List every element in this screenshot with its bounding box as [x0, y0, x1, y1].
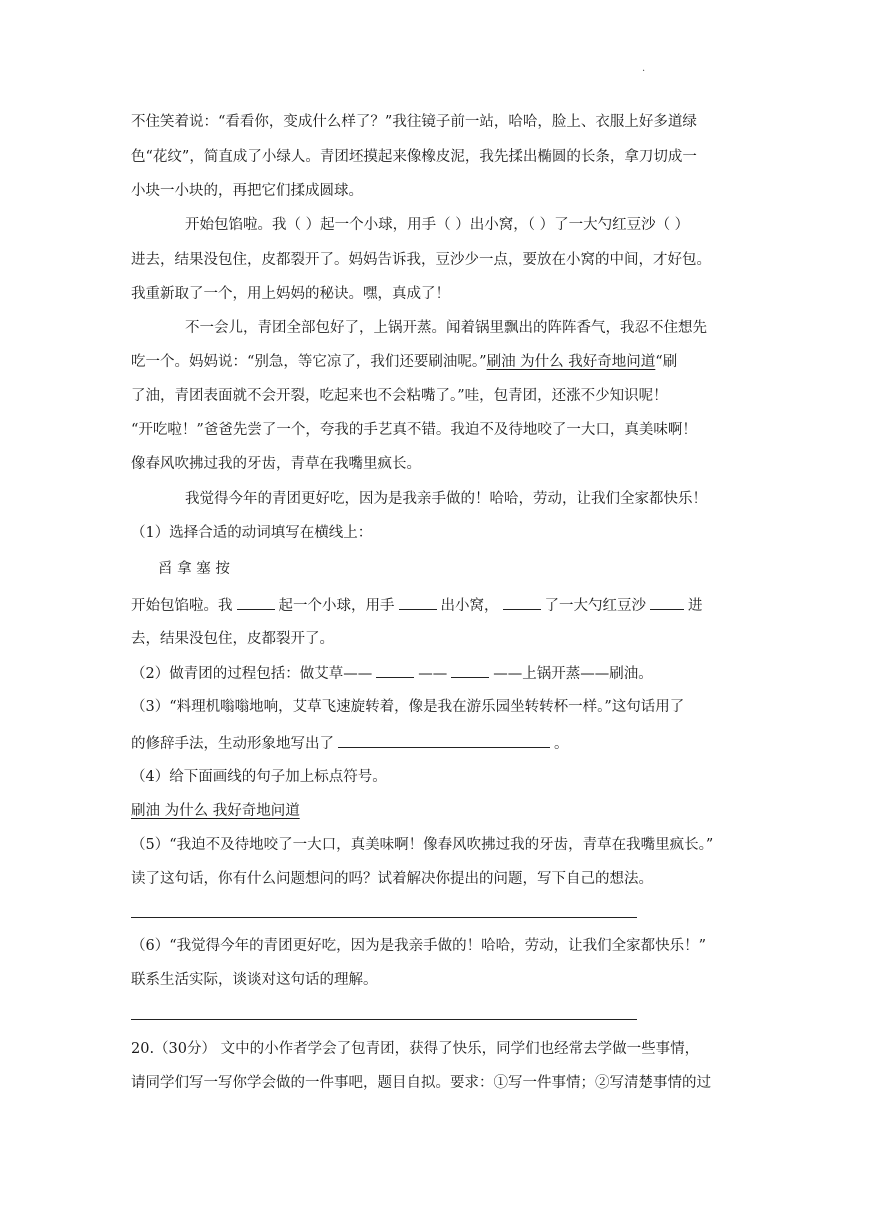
question-6-line-1: （6）“我觉得今年的青团更好吃，因为是我亲手做的！哈哈，劳动，让我们全家都快乐！” [131, 938, 707, 954]
question-6-line-2: 联系生活实际，谈谈对这句话的理解。 [131, 972, 378, 988]
q2-text: ——上锅开蒸——刷油。 [493, 666, 653, 682]
passage-line: 不一会儿，青团全部包好了，上锅开蒸。闻着锅里飘出的阵阵香气，我忍不住想先 [185, 320, 707, 336]
passage-line: 像春风吹拂过我的牙齿，青草在我嘴里疯长。 [131, 456, 421, 472]
answer-blank[interactable] [376, 663, 414, 678]
underlined-sentence: 刷油 为什么 我好奇地问道 [486, 354, 656, 370]
passage-line [131, 352, 677, 372]
fill-text: 出小窝， [440, 598, 499, 614]
question-4: （4）给下面画线的句子加上标点符号。 [131, 769, 387, 785]
answer-blank[interactable] [338, 733, 550, 748]
q3-text: 的修辞手法，生动形象地写出了 [131, 736, 334, 752]
answer-blank[interactable] [399, 595, 437, 610]
question-5-line-1: （5）“我迫不及待地咬了一大口，真美味啊！像春风吹拂过我的牙齿，青草在我嘴里疯长。” [131, 837, 714, 853]
question-3-line-2 [131, 733, 569, 754]
passage-line: 不住笑着说：“看看你，变成什么样了？”我往镜子前一站，哈哈，脸上、衣服上好多道绿 [131, 114, 697, 130]
passage-line: 小块一小块的，再把它们揉成圆球。 [131, 183, 363, 199]
q2-text: —— [418, 666, 448, 682]
page-mark: · [642, 66, 646, 77]
question-5-line-2: 读了这句话，你有什么问题想问的吗？试着解决你提出的问题，写下自己的想法。 [131, 871, 653, 887]
question-2 [131, 663, 653, 684]
answer-blank[interactable] [237, 595, 275, 610]
answer-blank[interactable] [451, 663, 489, 678]
question-1-fill [131, 595, 703, 616]
question-3-line-1: （3）“料理机嗡嗡地响，艾草飞速旋转着，像是我在游乐园坐转转杯一样。”这句话用了 [131, 699, 685, 715]
question-4-sentence: 刷油 为什么 我好奇地问道 [131, 803, 300, 819]
passage-line: 开始包馅啦。我（ ）起一个小球，用手（ ）出小窝，（ ）了一大勺红豆沙（ ） [185, 217, 690, 233]
passage-line: “开吃啦！”爸爸先尝了一个，夸我的手艺真不错。我迫不及待地咬了一大口，真美味啊！ [131, 422, 697, 438]
question-20-line-1: 20.（30分） 文中的小作者学会了包青团，获得了快乐，同学们也经常去学做一些事情， [131, 1041, 700, 1057]
question-1-fill-cont: 去，结果没包住，皮都裂开了。 [131, 631, 334, 647]
question-20-line-2: 请同学们写一写你学会做的一件事吧，题目自拟。要求：①写一件事情；②写清楚事情的过 [131, 1075, 711, 1091]
q3-text: 。 [554, 736, 569, 752]
word-bank: 舀 拿 塞 按 [158, 561, 230, 577]
fill-text: 了一大勺红豆沙 [544, 598, 646, 614]
passage-line: 我重新取了一个，用上妈妈的秘诀。嘿，真成了！ [131, 286, 450, 302]
q2-text: （2）做青团的过程包括：做艾草—— [131, 666, 373, 682]
passage-line: 色“花纹”，简直成了小绿人。青团坯摸起来像橡皮泥，我先揉出椭圆的长条，拿刀切成一 [131, 149, 697, 165]
answer-blank[interactable] [503, 595, 541, 610]
passage-text: 吃一个。妈妈说：“别急，等它凉了，我们还要刷油呢。” [131, 354, 487, 370]
question-1-title: （1）选择合适的动词填写在横线上： [131, 525, 373, 541]
passage-line: 了油，青团表面就不会开裂，吃起来也不会粘嘴了。”哇，包青团，还涨不少知识呢！ [131, 388, 668, 404]
passage-text: “刷 [655, 354, 678, 370]
answer-line[interactable] [131, 917, 637, 918]
passage-line: 我觉得今年的青团更好吃，因为是我亲手做的！哈哈，劳动，让我们全家都快乐！ [185, 491, 707, 507]
passage-line: 进去，结果没包住，皮都裂开了。妈妈告诉我，豆沙少一点，要放在小窝的中间，才好包。 [131, 252, 711, 268]
answer-line[interactable] [131, 1019, 637, 1020]
answer-blank[interactable] [650, 595, 684, 610]
fill-text: 开始包馅啦。我 [131, 598, 233, 614]
fill-text: 进 [688, 598, 703, 614]
fill-text: 起一个小球，用手 [278, 598, 395, 614]
